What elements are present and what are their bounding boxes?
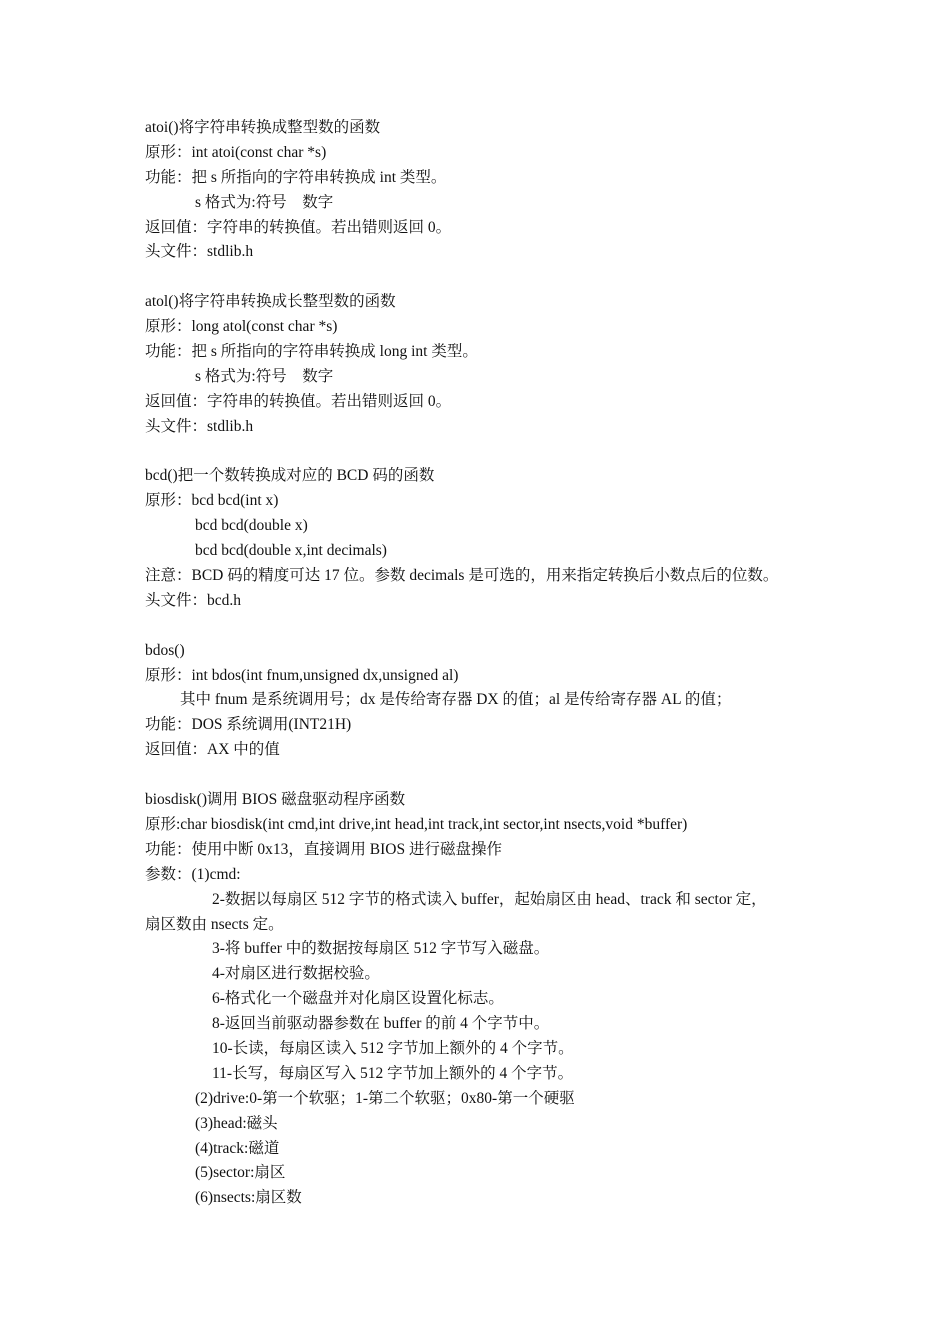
function-line: 功能：使用中断 0x13，直接调用 BIOS 进行磁盘操作 <box>145 840 502 858</box>
section-bdos <box>145 639 825 763</box>
prototype-line: 原形：int atoi(const char *s) <box>145 143 327 161</box>
function-line: 功能：DOS 系统调用(INT21H) <box>145 716 352 734</box>
cmd-3-line: 3-将 buffer 中的数据按每扇区 512 字节写入磁盘。 <box>212 940 550 958</box>
param-track-line: (4)track:磁道 <box>195 1139 280 1157</box>
function-line: 功能：把 s 所指向的字符串转换成 int 类型。 <box>145 168 447 186</box>
spacer <box>145 265 825 290</box>
param-sector-line: (5)sector:扇区 <box>195 1164 286 1182</box>
section-atoi <box>145 116 825 265</box>
section-title: bcd()把一个数转换成对应的 BCD 码的函数 <box>145 467 435 485</box>
section-biosdisk <box>145 788 825 1211</box>
spacer <box>145 440 825 465</box>
document-body <box>145 116 825 1211</box>
cmd-2-continuation: 扇区数由 nsects 定。 <box>145 915 284 933</box>
section-title: atoi()将字符串转换成整型数的函数 <box>145 119 381 136</box>
section-bcd <box>145 464 825 613</box>
params-label: 参数：(1)cmd: <box>145 865 241 883</box>
return-line: 返回值：字符串的转换值。若出错则返回 0。 <box>145 218 452 236</box>
format-line: s 格式为:符号 数字 <box>195 193 334 211</box>
function-line: 功能：把 s 所指向的字符串转换成 long int 类型。 <box>145 343 478 361</box>
spacer <box>145 614 825 639</box>
prototype-line: 原形：bcd bcd(int x) <box>145 492 279 510</box>
prototype-line-2: bcd bcd(double x) <box>195 517 308 535</box>
note-line: 注意：BCD 码的精度可达 17 位。参数 decimals 是可选的，用来指定转换后小数点后的位数。 <box>145 567 779 585</box>
section-title: biosdisk()调用 BIOS 磁盘驱动程序函数 <box>145 791 406 809</box>
cmd-2-line: 2-数据以每扇区 512 字节的格式读入 buffer，起始扇区由 head、track 和 sector 定， <box>212 890 767 908</box>
param-nsects-line: (6)nsects:扇区数 <box>195 1189 302 1207</box>
cmd-4-line: 4-对扇区进行数据校验。 <box>212 965 380 983</box>
cmd-8-line: 8-返回当前驱动器参数在 buffer 的前 4 个字节中。 <box>212 1015 550 1033</box>
prototype-line: 原形：long atol(const char *s) <box>145 318 338 336</box>
detail-line: 其中 fnum 是系统调用号；dx 是传给寄存器 DX 的值；al 是传给寄存器 AL 的值； <box>180 691 732 709</box>
cmd-10-line: 10-长读，每扇区读入 512 字节加上额外的 4 个字节。 <box>212 1039 574 1057</box>
return-line: 返回值：字符串的转换值。若出错则返回 0。 <box>145 392 452 410</box>
param-head-line: (3)head:磁头 <box>195 1114 278 1132</box>
section-title: bdos() <box>145 641 185 659</box>
header-line: 头文件：bcd.h <box>145 591 242 609</box>
format-line: s 格式为:符号 数字 <box>195 367 334 385</box>
header-line: 头文件：stdlib.h <box>145 243 254 261</box>
prototype-line-3: bcd bcd(double x,int decimals) <box>195 542 387 560</box>
param-drive-line: (2)drive:0-第一个软驱；1-第二个软驱；0x80-第一个硬驱 <box>195 1089 575 1107</box>
spacer <box>145 763 825 788</box>
header-line: 头文件：stdlib.h <box>145 417 254 435</box>
section-atol <box>145 290 825 439</box>
section-title: atol()将字符串转换成长整型数的函数 <box>145 293 396 311</box>
return-line: 返回值：AX 中的值 <box>145 741 280 759</box>
cmd-6-line: 6-格式化一个磁盘并对化扇区设置化标志。 <box>212 990 504 1008</box>
prototype-line: 原形：int bdos(int fnum,unsigned dx,unsigned al) <box>145 666 459 684</box>
prototype-line: 原形:char biosdisk(int cmd,int drive,int head,int track,int sector,int nsects,void *buffer) <box>145 815 688 833</box>
cmd-11-line: 11-长写，每扇区写入 512 字节加上额外的 4 个字节。 <box>212 1064 574 1082</box>
